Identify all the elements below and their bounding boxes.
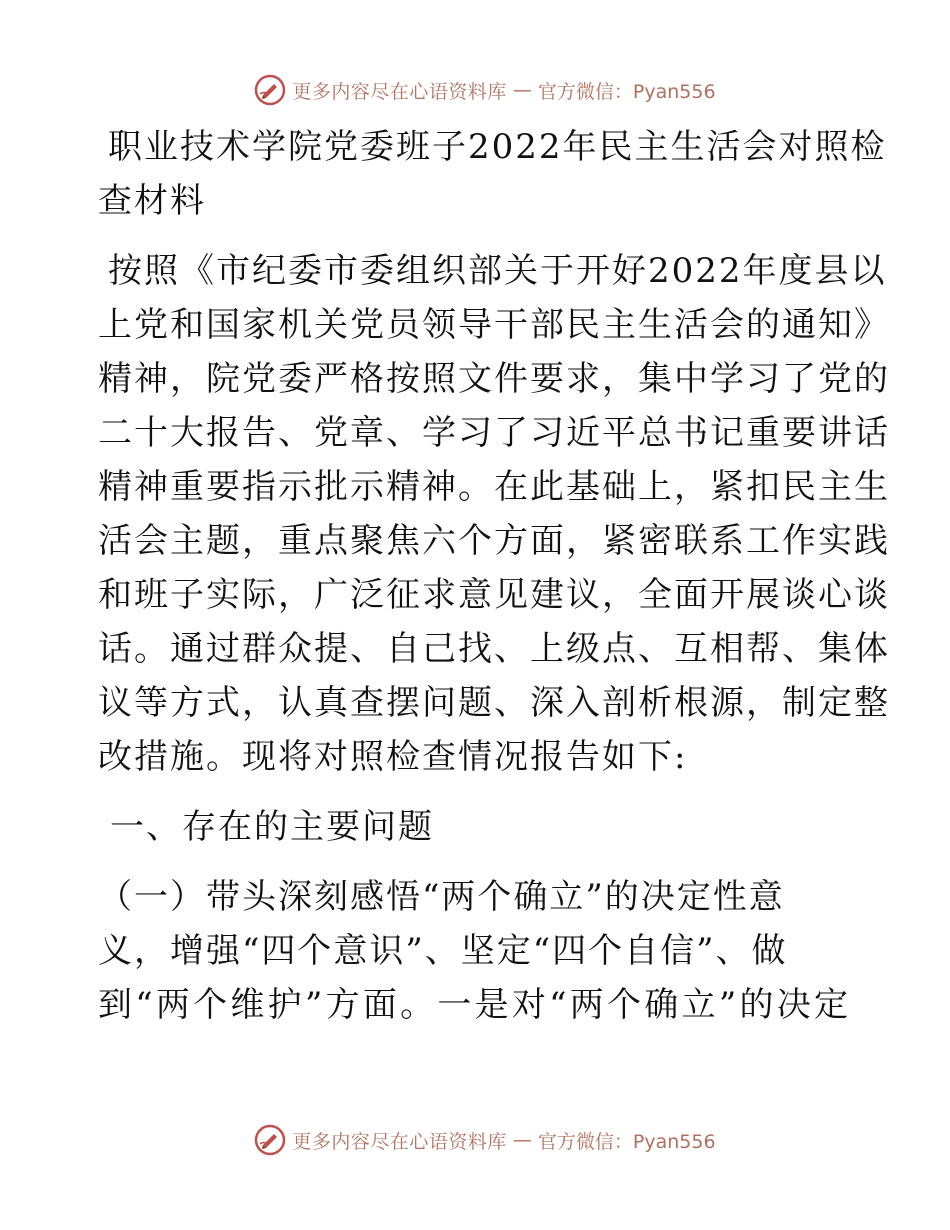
section-heading: 一、存在的主要问题 xyxy=(110,807,434,847)
intro-line: 上党和国家机关党员领导干部民主生活会的通知》 xyxy=(98,305,890,345)
watermark-brand: 更多内容尽在心语资料库 xyxy=(292,80,507,103)
watermark-group xyxy=(254,74,715,106)
watermark-footer xyxy=(0,1120,950,1160)
paragraph-gap xyxy=(98,854,850,870)
watermark-wechat: 官方微信：Pyan556 xyxy=(537,80,716,103)
watermark-separator: — xyxy=(512,1129,532,1151)
watermark-group xyxy=(254,1124,715,1156)
watermark-header xyxy=(0,70,950,110)
document-title-line-2: 查材料 xyxy=(98,181,206,221)
watermark-brand: 更多内容尽在心语资料库 xyxy=(292,1130,507,1153)
intro-line: 改措施。现将对照检查情况报告如下: xyxy=(98,737,688,777)
subsection-line: 到“两个维护”方面。一是对“两个确立”的决定 xyxy=(98,985,850,1025)
watermark-wechat: 官方微信：Pyan556 xyxy=(537,1130,716,1153)
intro-line: 精神重要指示批示精神。在此基础上，紧扣民主生 xyxy=(98,467,890,507)
book-pen-logo-icon xyxy=(254,74,286,106)
subsection-line: 义，增强“四个意识”、坚定“四个自信”、做 xyxy=(98,931,788,971)
paragraph-gap xyxy=(98,228,850,244)
document-body xyxy=(98,120,890,1032)
intro-line: 话。通过群众提、自己找、上级点、互相帮、集体 xyxy=(98,629,890,669)
watermark-separator: — xyxy=(512,79,532,101)
intro-line: 活会主题，重点聚焦六个方面，紧密联系工作实践 xyxy=(98,521,890,561)
book-pen-logo-icon xyxy=(254,1124,286,1156)
intro-line: 精神，院党委严格按照文件要求，集中学习了党的 xyxy=(98,359,890,399)
document-title-line-1: 职业技术学院党委班子2022年民主生活会对照检 xyxy=(108,127,887,167)
intro-line: 按照《市纪委市委组织部关于开好2022年度县以 xyxy=(108,251,887,291)
subsection-line: （一）带头深刻感悟“两个确立”的决定性意 xyxy=(98,877,785,917)
intro-line: 议等方式，认真查摆问题、深入剖析根源，制定整 xyxy=(98,683,890,723)
paragraph-gap xyxy=(98,784,850,800)
intro-line: 二十大报告、党章、学习了习近平总书记重要讲话 xyxy=(98,413,890,453)
intro-line: 和班子实际，广泛征求意见建议，全面开展谈心谈 xyxy=(98,575,890,615)
